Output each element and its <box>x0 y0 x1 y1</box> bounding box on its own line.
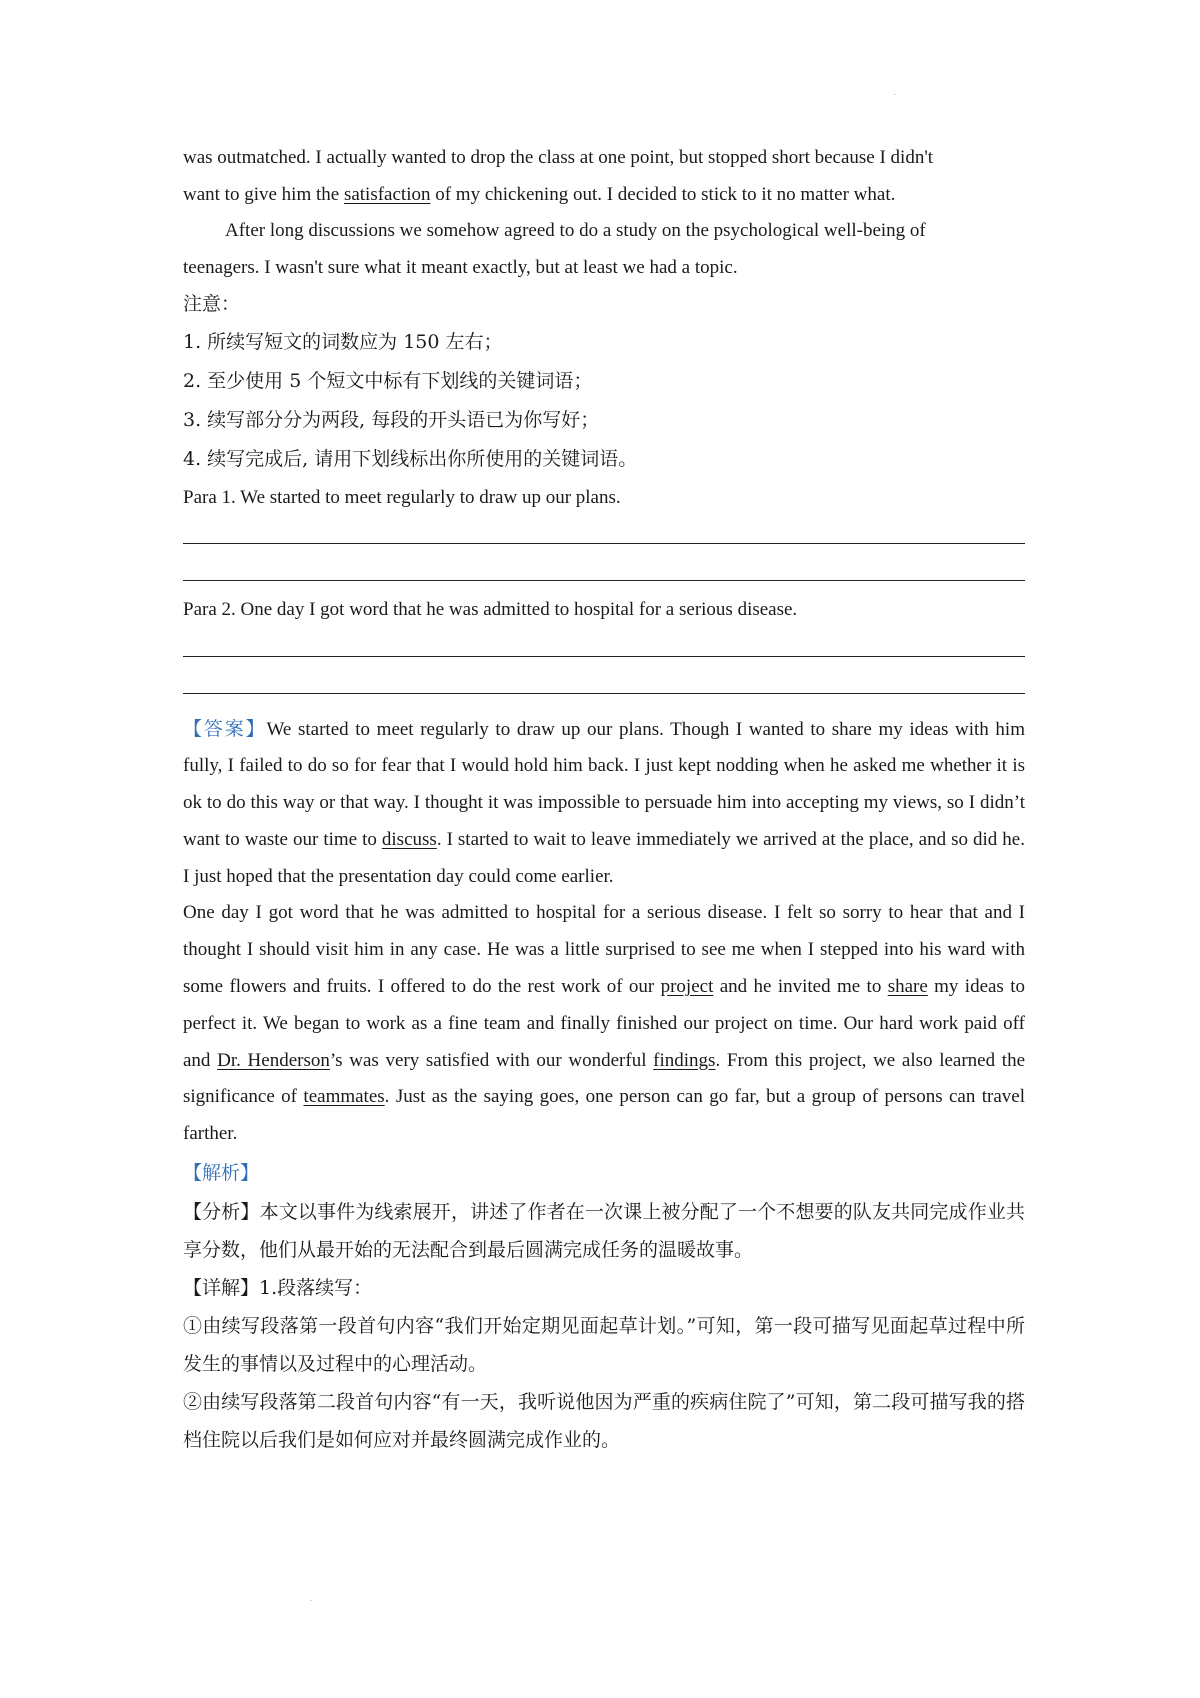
analysis-fenxi: 【分析】本文以事件为线索展开，讲述了作者在一次课上被分配了一个不想要的队友共同完成作业共享分数，他们从最开始的无法配合到最后圆满完成任务的温暖故事。 <box>183 1201 1025 1262</box>
answer-paragraph-2: One day I got word that he was admitted to hospital for a serious disease. I felt so sorry to hear that and I thought I should visit him in any case. He was a little surprised to see me when I stepped into his ward with some flowers and fruits. I offered to do the rest work of our project and he invited me to share my ideas to perfect it. We began to work as a fine team and finally finished our project on time. Our hard work paid off and Dr. Henderson’s was very satisfied with our wonderful findings. From this project, we also learned the significance of teammates. Just as the saying goes, one person can go far, but a group of persons can travel farther. <box>183 902 1025 1145</box>
answer-blank-line[interactable] <box>183 517 1025 554</box>
scan-dot: . <box>894 88 896 97</box>
answer-blank-line[interactable] <box>183 630 1025 667</box>
keyword-underlined: satisfaction <box>343 183 431 205</box>
note-item: 1. 所续写短文的词数应为 150 左右； <box>183 330 503 353</box>
keyword-underlined: share <box>887 976 928 998</box>
analysis-point-2: ②由续写段落第二段首句内容“有一天，我听说他因为严重的疾病住院了”可知，第二段可描写我的搭档住院以后我们是如何应对并最终圆满完成作业的。 <box>183 1391 1025 1452</box>
para1-opening: Para 1. We started to meet regularly to draw up our plans. <box>183 486 621 508</box>
notes-title: 注意： <box>183 293 241 315</box>
scan-dot: . <box>310 1594 312 1603</box>
note-item: 4. 续写完成后, 请用下划线标出你所使用的关键词语。 <box>183 447 638 470</box>
passage-line: teenagers. I wasn't sure what it meant exactly, but at least we had a topic. <box>183 256 738 278</box>
keyword-underlined: project <box>660 976 714 998</box>
passage-line: After long discussions we somehow agreed to do a study on the psychological well-being of <box>225 220 926 241</box>
answer-blank-line[interactable] <box>183 666 1025 703</box>
answer-paragraph-1: 【答案】We started to meet regularly to draw up our plans. Though I wanted to share my ideas with him fully, I failed to do so for fear that I would hold him back. I just kept nodding when he asked me whether it is ok to do this way or that way. I thought it was impossible to persuade him into accepting my views, so I didn’t want to waste our time to discuss. I started to wait to leave immediately we arrived at the place, and so did he. I just hoped that the presentation day could come earlier. <box>183 717 1025 887</box>
keyword-underlined: discuss <box>381 828 437 850</box>
answer-blank-line[interactable] <box>183 553 1025 590</box>
passage-line: was outmatched. I actually wanted to drop the class at one point, but stopped short because I didn't <box>183 147 934 168</box>
note-item: 3. 续写部分分为两段, 每段的开头语已为你写好； <box>183 408 600 431</box>
keyword-underlined: findings <box>653 1049 716 1071</box>
note-item: 2. 至少使用 5 个短文中标有下划线的关键词语； <box>183 369 593 392</box>
analysis-xiangjie: 【详解】1.段落续写： <box>183 1277 373 1300</box>
para2-opening: Para 2. One day I got word that he was admitted to hospital for a serious disease. <box>183 598 798 620</box>
keyword-underlined: teammates <box>303 1086 385 1108</box>
keyword-underlined: Dr. Henderson <box>217 1049 330 1071</box>
analysis-point-1: ①由续写段落第一段首句内容“我们开始定期见面起草计划。”可知，第一段可描写见面起草过程中所发生的事情以及过程中的心理活动。 <box>183 1315 1025 1376</box>
passage-line: want to give him the satisfaction of my chickening out. I decided to stick to it no matter what. <box>183 183 896 205</box>
document-page <box>183 140 1025 1459</box>
answer-label: 【答案】 <box>183 717 267 740</box>
analysis-label: 【解析】 <box>183 1162 260 1185</box>
